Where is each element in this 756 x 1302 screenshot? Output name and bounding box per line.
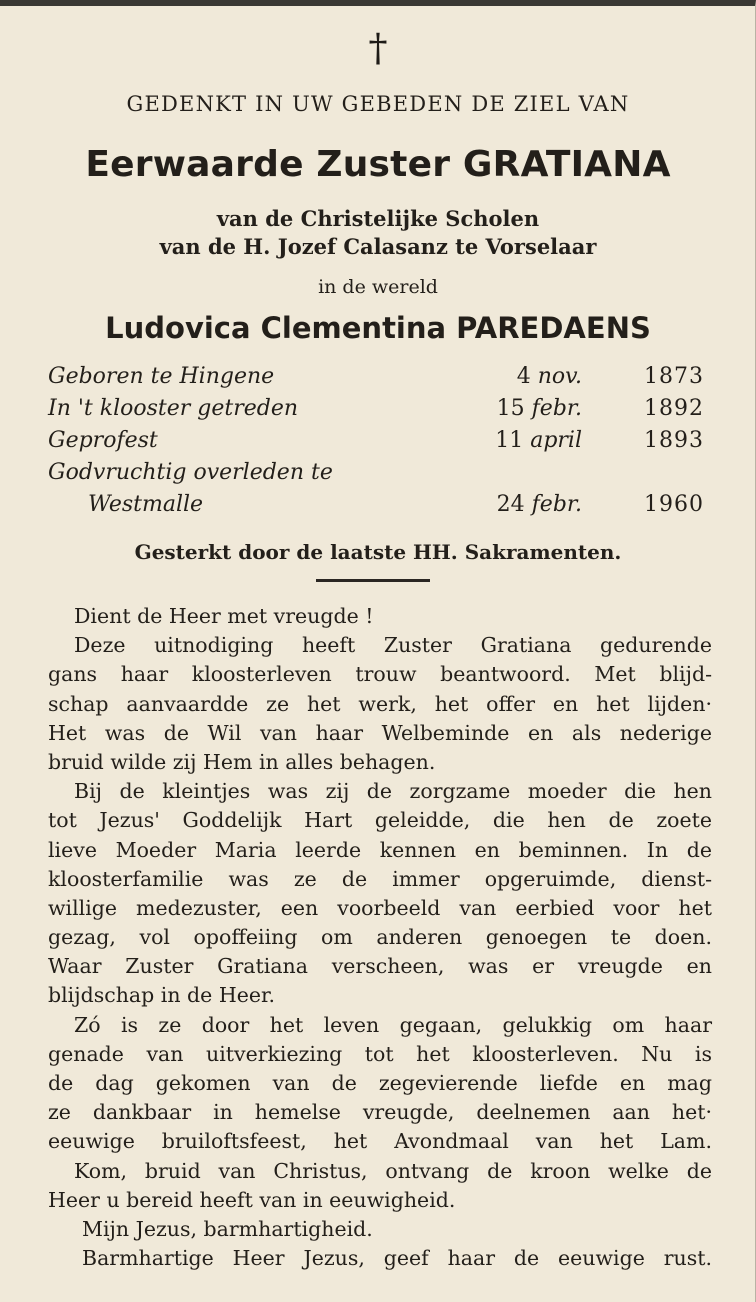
life-event-year: 1960	[644, 492, 704, 517]
life-event-label: Geboren te Hingene	[48, 364, 275, 389]
life-event-year: 1893	[644, 428, 704, 453]
life-event-month: febr.	[531, 396, 582, 421]
eulogy-line: Mijn Jezus, barmhartigheid.	[82, 1216, 373, 1241]
eulogy-line: genade van uitverkiezing tot het kloosterleven. Nu is	[48, 1041, 712, 1066]
eulogy-line: Heer u bereid heeft van in eeuwigheid.	[48, 1187, 456, 1212]
in-the-world-line: in de wereld	[318, 276, 438, 298]
eulogy-line: Dient de Heer met vreugde !	[74, 604, 374, 628]
intro-line: GEDENKT IN UW GEBEDEN DE ZIEL VAN	[126, 92, 630, 116]
life-event-label: Godvruchtig overleden te	[48, 460, 333, 485]
life-event-day: 4	[516, 364, 531, 389]
life-event-month: febr.	[531, 492, 582, 517]
eulogy-line: Deze uitnodiging heeft Zuster Gratiana gedurende	[74, 633, 712, 658]
life-event-birth	[48, 364, 704, 396]
life-event-label: Westmalle	[88, 492, 204, 517]
order-line-1: van de Christelijke Scholen	[216, 206, 540, 231]
life-event-professed	[48, 428, 704, 460]
life-event-died-place	[48, 492, 704, 524]
eulogy-line: gezag, vol opoffeiing om anderen genoegen te doen.	[48, 925, 712, 950]
life-event-day: 11	[495, 428, 524, 453]
eulogy-line: willige medezuster, een voorbeeld van eerbied voor het	[48, 895, 712, 920]
eulogy-line: schap aanvaardde ze het werk, het offer en het lijden·	[48, 691, 712, 716]
cross-icon: †	[368, 26, 388, 70]
life-event-month: april	[530, 428, 582, 453]
eulogy-line: Het was de Wil van haar Welbeminde en als nederige	[48, 720, 712, 745]
eulogy-line: Zó is ze door het leven gegaan, gelukkig om haar	[74, 1012, 712, 1037]
life-event-label: In 't klooster getreden	[48, 396, 299, 421]
life-event-label: Geprofest	[48, 428, 158, 453]
life-event-entered-convent	[48, 396, 704, 428]
life-event-day: 24	[496, 492, 525, 517]
eulogy-line: lieve Moeder Maria leerde kennen en beminnen. In de	[48, 837, 712, 862]
life-event-month: nov.	[537, 364, 582, 389]
eulogy-line: bruid wilde zij Hem in alles behagen.	[48, 749, 436, 774]
eulogy-line: Kom, bruid van Christus, ontvang de kroon welke de	[74, 1158, 712, 1183]
sacraments-line: Gesterkt door de laatste HH. Sakramenten.	[134, 540, 622, 564]
divider	[316, 579, 430, 582]
eulogy-line: tot Jezus' Goddelijk Hart geleidde, die hen de zoete	[48, 808, 712, 833]
eulogy-line: eeuwige bruiloftsfeest, het Avondmaal van het Lam.	[48, 1129, 712, 1154]
card-title: Eerwaarde Zuster GRATIANA	[85, 144, 671, 185]
eulogy-line: Barmhartige Heer Jezus, geef haar de eeuwige rust.	[82, 1246, 712, 1271]
order-line-2: van de H. Jozef Calasanz te Vorselaar	[159, 234, 597, 259]
eulogy-line: Bij de kleintjes was zij de zorgzame moeder die hen	[74, 779, 712, 804]
life-event-died	[48, 460, 704, 492]
eulogy-line: kloosterfamilie was ze de immer opgeruimde, dienst-	[48, 866, 712, 891]
eulogy-line: ze dankbaar in hemelse vreugde, deelnemen aan het·	[48, 1100, 712, 1125]
eulogy-line: de dag gekomen van de zegevierende liefde en mag	[48, 1071, 712, 1095]
eulogy-line: blijdschap in de Heer.	[48, 983, 276, 1008]
birth-name: Ludovica Clementina PAREDAENS	[105, 311, 651, 345]
life-event-day: 15	[496, 396, 525, 421]
life-event-year: 1892	[644, 396, 704, 421]
eulogy-line: Waar Zuster Gratiana verscheen, was er vreugde en	[48, 954, 712, 979]
life-event-year: 1873	[644, 364, 704, 389]
eulogy-line: gans haar kloosterleven trouw beantwoord. Met blijd-	[48, 662, 712, 687]
eulogy-text	[48, 602, 712, 1273]
